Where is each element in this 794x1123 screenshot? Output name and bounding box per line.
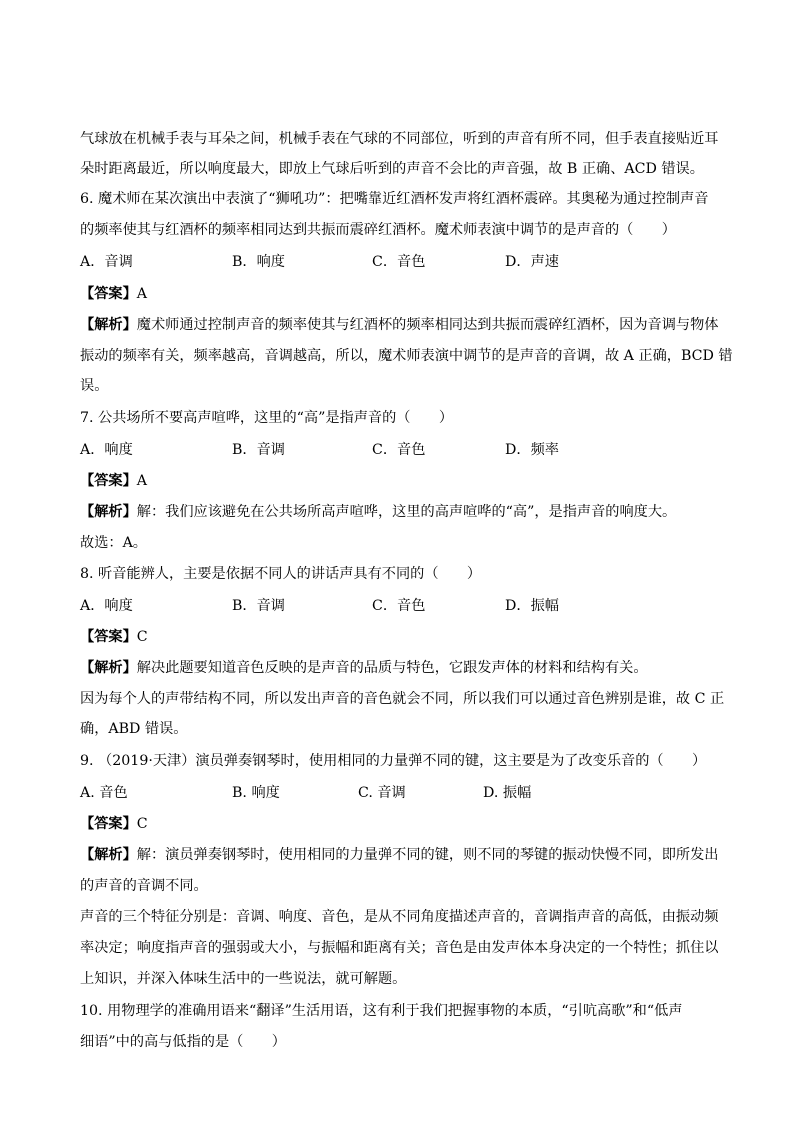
q7-option-c: C．音色 <box>372 442 426 458</box>
q6-analysis-line-2: 振动的频率有关，频率越高，音调越高，所以，魔术师表演中调节的是声音的音调，故 A 正确，BCD 错 <box>80 348 733 364</box>
q6-option-b: B．响度 <box>232 254 285 270</box>
q9-option-c: C. 音调 <box>358 785 406 801</box>
answer-value: C <box>136 629 148 645</box>
answer-value: C <box>136 816 148 832</box>
q8-option-b: B．音调 <box>232 598 285 614</box>
q9-analysis-line-1 <box>80 846 718 864</box>
q8-option-c: C．音色 <box>372 598 426 614</box>
answer-value: A <box>136 286 148 302</box>
q10-stem-line-1: 10. 用物理学的准确用语来“翻译”生活用语，这有利于我们把握事物的本质，“引吭高歌”和“低声 <box>80 1003 683 1019</box>
q9-option-a: A. 音色 <box>80 785 128 801</box>
continuation-line-2: 朵时距离最近，所以响度最大，即放上气球后听到的声音不会比的声音强，故 B 正确、ACD 错误。 <box>80 161 704 177</box>
analysis-text: 解：我们应该避免在公共场所高声喧哗，这里的高声喧哗的“高”，是指声音的响度大。 <box>136 504 677 520</box>
q8-answer <box>80 628 148 646</box>
q6-analysis-line-3: 误。 <box>80 378 109 394</box>
q8-analysis-line-2: 因为每个人的声带结构不同，所以发出声音的音色就会不同，所以我们可以通过音色辨别是谁，故 C 正 <box>80 691 725 707</box>
q9-option-d: D. 振幅 <box>483 785 532 801</box>
q9-answer <box>80 815 148 833</box>
analysis-text: 魔术师通过控制声音的频率使其与红酒杯的频率相同达到共振而震碎红酒杯，因为音调与物体 <box>136 317 719 333</box>
analysis-tag: 【解析】 <box>80 660 137 676</box>
q7-option-d: D．频率 <box>505 442 559 458</box>
q7-answer <box>80 472 147 490</box>
q6-option-d: D．声速 <box>505 254 559 270</box>
analysis-text: 解：演员弹奏钢琴时，使用相同的力量弹不同的键，则不同的琴键的振动快慢不同，即所发出 <box>136 847 719 863</box>
q7-option-b: B．音调 <box>232 442 285 458</box>
q6-stem-line-1: 6. 魔术师在某次演出中表演了“狮吼功”：把嘴靠近红酒杯发声将红酒杯震碎。其奥秘为通过控制声音 <box>80 191 709 207</box>
continuation-line-1: 气球放在机械手表与耳朵之间，机械手表在气球的不同部位，听到的声音有所不同，但手表直接贴近耳 <box>80 131 719 147</box>
q7-option-a: A．响度 <box>80 442 133 458</box>
analysis-tag: 【解析】 <box>80 504 137 520</box>
answer-value: A <box>136 473 148 489</box>
q10-stem-line-2: 细语”中的高与低指的是（ ） <box>80 1034 286 1050</box>
q9-analysis-line-4: 率决定；响度指声音的强弱或大小，与振幅和距离有关；音色是由发声体本身决定的一个特性；抓住以 <box>80 940 719 956</box>
q8-stem: 8. 听音能辨人，主要是依据不同人的讲话声具有不同的（ ） <box>80 566 482 582</box>
analysis-tag: 【解析】 <box>80 317 137 333</box>
q6-option-c: C．音色 <box>372 254 426 270</box>
q7-stem: 7. 公共场所不要高声喧哗，这里的“高”是指声音的（ ） <box>80 410 454 426</box>
q6-options <box>80 253 720 271</box>
analysis-text: 解决此题要知道音色反映的是声音的品质与特色，它跟发声体的材料和结构有关。 <box>136 660 648 676</box>
q9-stem: 9. （2019·天津）演员弹奏钢琴时，使用相同的力量弹不同的键，这主要是为了改变乐音的（ ） <box>80 753 707 769</box>
q8-option-d: D．振幅 <box>505 598 559 614</box>
q7-analysis-line-2: 故选：A。 <box>80 535 147 551</box>
analysis-tag: 【解析】 <box>80 847 137 863</box>
q6-option-a: A．音调 <box>80 254 133 270</box>
q8-options <box>80 597 720 615</box>
answer-tag: 【答案】 <box>80 286 137 302</box>
answer-tag: 【答案】 <box>80 629 137 645</box>
answer-tag: 【答案】 <box>80 473 137 489</box>
q9-options <box>80 784 720 802</box>
q9-option-b: B. 响度 <box>232 785 280 801</box>
q8-analysis-line-1 <box>80 659 648 677</box>
q9-analysis-line-5: 上知识，并深入体味生活中的一些说法，就可解题。 <box>80 971 407 987</box>
q8-analysis-line-3: 确，ABD 错误。 <box>80 721 188 737</box>
q7-options <box>80 441 720 459</box>
q7-analysis-line-1 <box>80 503 676 521</box>
q6-stem-line-2: 的频率使其与红酒杯的频率相同达到共振而震碎红酒杯。魔术师表演中调节的是声音的（ ） <box>80 222 676 238</box>
q6-answer <box>80 285 147 303</box>
q9-analysis-line-3: 声音的三个特征分别是：音调、响度、音色，是从不同角度描述声音的，音调指声音的高低，由振动频 <box>80 909 719 925</box>
q6-analysis-line-1 <box>80 316 718 334</box>
q8-option-a: A．响度 <box>80 598 133 614</box>
answer-tag: 【答案】 <box>80 816 137 832</box>
q9-analysis-line-2: 的声音的音调不同。 <box>80 878 208 894</box>
